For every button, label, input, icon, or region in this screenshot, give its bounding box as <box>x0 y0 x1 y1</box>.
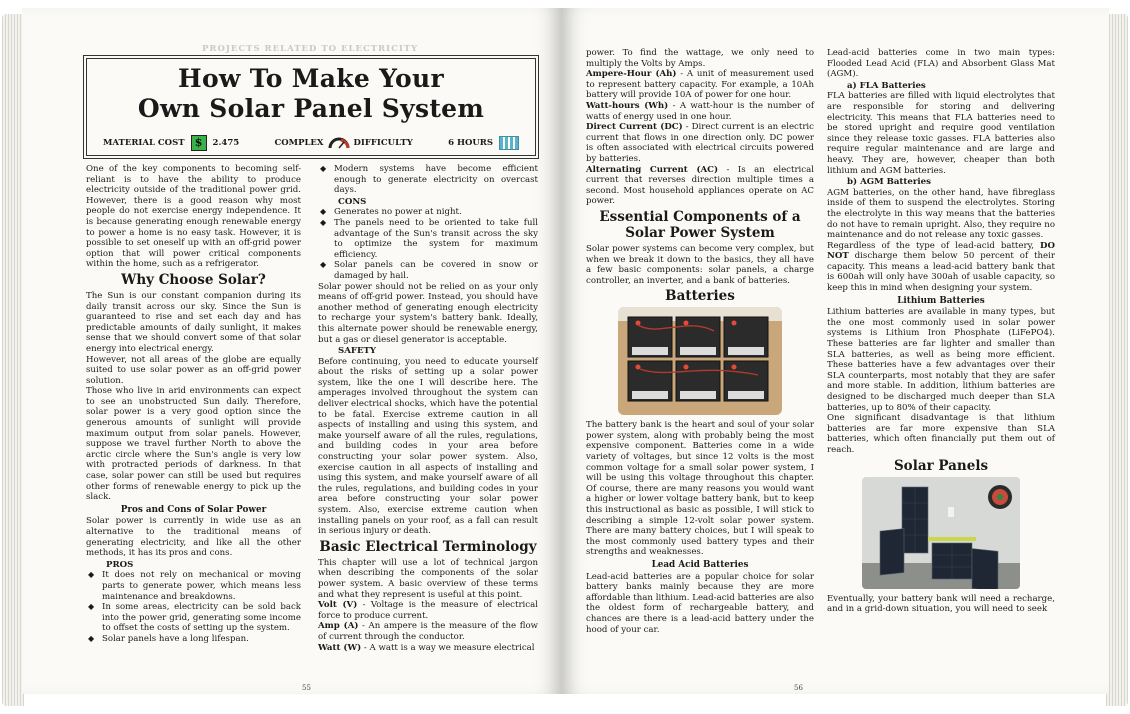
left-column-2 <box>318 164 538 653</box>
why-solar-heading: Why Choose Solar? <box>121 271 266 288</box>
warning-text-a: Regardless of the type of lead-acid battery, <box>827 240 1041 251</box>
pros-label: PROS <box>106 559 134 570</box>
left-column-1 <box>86 164 301 645</box>
term-volt <box>318 600 538 621</box>
agm-heading: b) AGM Batteries <box>847 177 931 188</box>
term-name: Amp (A) <box>318 621 359 632</box>
title-box <box>86 58 536 156</box>
cons-list <box>318 207 538 281</box>
essential-paragraph: Solar power systems can become very complex, but when we break it down to the basics, they all have a few basic components: solar panels, a charge controller, an inverter, and a bank of batteries. <box>586 243 814 286</box>
do-not-emphasis: DO NOT <box>827 240 1055 262</box>
complex-label: COMPLEX <box>274 138 324 148</box>
right-page <box>561 8 1109 694</box>
term-name: Ampere-Hour (Ah) <box>586 69 677 80</box>
fla-paragraph: FLA batteries are filled with liquid electrolytes that are responsible for storing and delivering electricity. This means that FLA batteries need to be stored upright and require good ventilation since they release toxic gasses. FLA batteries also require regular maintenance and are large and heavy. They are, however, cheaper than both lithium and AGM batteries. <box>827 91 1055 176</box>
term-watt-hours <box>586 101 814 122</box>
safety-label: SAFETY <box>338 346 377 357</box>
term-direct-current <box>586 122 814 164</box>
material-cost-label: MATERIAL COST <box>103 138 185 148</box>
right-column-2 <box>827 48 1055 615</box>
safety-paragraph: Before continuing, you need to educate yourself about the risks of setting up a solar power system, like the one I will describe here. The amperages involved throughout the system can deliver electrical shocks, which have the potential to be fatal. Exercise extreme caution in all aspects of installing and using this system, and make yourself aware of all the rules, regulations, and building codes in your area before constructing your solar power system. Also, exercise caution in all aspects of installing and using this system, and make yourself aware of all the rules, regulations, and building codes in your area before constructing your solar power system. Also, exercise extreme caution when installing panels on your roof, as a fall can result in serious injury or death. <box>318 356 538 537</box>
lithium-heading: Lithium Batteries <box>897 295 985 306</box>
solar-panels-heading: Solar Panels <box>893 457 989 474</box>
solar-panels-paragraph: Eventually, your battery bank will need a recharge, and in a grid-down situation, you will need to seek <box>827 593 1055 615</box>
term-name: Volt (V) <box>318 600 358 611</box>
batteries-paragraph: The battery bank is the heart and soul of your solar power system, along with probably being the most expensive component. Batteries come in a wide variety of voltages, but since 12 volts is the most common voltage for a small solar power system, I will be using this voltage throughout this chapter. Of course, there are many reasons you would want a higher or lower voltage battery bank, but to keep this instructional as basic as possible, I will stick to describing a simple 12-volt solar power system. There are many battery choices, but I will speak to the most commonly used battery types and their strengths and weaknesses. <box>586 420 814 558</box>
list-item: ◆ It does not rely on mechanical or moving parts to generate power, which means less maintenance and breakdowns. <box>86 570 301 602</box>
discharge-warning <box>827 241 1055 294</box>
term-ampere-hour <box>586 69 814 101</box>
terminology-heading: Basic Electrical Terminology <box>319 538 537 555</box>
term-name: Direct Current (DC) <box>586 122 683 133</box>
page-edges-right <box>1106 14 1128 706</box>
pros-cons-paragraph: Solar power is currently in wide use as an alternative to the traditional means of generating electricity, and like all the other methods, it has its pros and cons. <box>86 516 301 559</box>
term-definition: - A watt-hour is the number of watts of energy used in one hour. <box>586 100 814 122</box>
term-definition: - Direct current is an electric current that flows in one direction only. DC power is often associated with electrical circuits powered by batteries. <box>586 122 814 164</box>
term-name: Watt (W) <box>318 642 362 653</box>
title-line-1: How To Make Your <box>178 64 444 93</box>
term-definition: - An ampere is the measure of the flow of current through the conductor. <box>318 621 539 642</box>
why-paragraph-3: Those who live in arid environments can expect to see an unobstructed Sun daily. Therefore, solar power is a very good option since the generous amounts of sunlight will provide maximum output from solar panels. However, suppose we travel further North to above the arctic circle where the Sun's angle is very low with protracted periods of darkness. In that case, solar power can still be used but requires other forms of renewable energy to pick up the slack. <box>86 386 301 503</box>
page-edges-left <box>2 14 24 706</box>
term-definition: - Voltage is the measure of electrical force to produce current. <box>318 600 538 621</box>
warning-text-b: discharge them below 50 percent of their capacity. This means a lead-acid battery bank that is 600ah will only have 300ah of usable capacity, so keep this in mind when designing your system. <box>827 251 1055 294</box>
essential-components-heading: Essential Components of a Solar Power System <box>599 208 801 241</box>
pros-list-continued <box>318 164 538 196</box>
battery-bank-photo <box>618 307 782 415</box>
lead-acid-paragraph: Lead-acid batteries are a popular choice for solar battery banks mainly because they are more affordable than lithium. Lead-acid batteries are also the oldest form of rechargeable battery, and chances are there is a lead-acid battery under the hood of your car. <box>586 571 814 635</box>
intro-paragraph: One of the key components to becoming self-reliant is to have the ability to produce electricity outside of the traditional power grid. However, there is a good reason why most people do not exercise energy independence. It is because generating enough renewable energy to power a home is no easy task. However, it is possible to set oneself up with an off-grid power option that will power critical components within the home, such as a refrigerator. <box>86 164 301 270</box>
why-paragraph-2: However, not all areas of the globe are equally suited to use solar power as an off-grid power solution. <box>86 354 301 386</box>
pros-cons-heading: Pros and Cons of Solar Power <box>120 504 267 515</box>
hours-label: 6 HOURS <box>448 138 494 148</box>
list-item: ◆ Modern systems have become efficient enough to generate electricity on overcast days. <box>318 164 538 196</box>
term-alternating-current <box>586 165 814 207</box>
title-line-2: Own Solar Panel System <box>137 94 485 123</box>
term-name: Alternating Current (AC) <box>586 164 719 175</box>
list-item: ◆ Solar panels can be covered in snow or damaged by hail. <box>318 260 538 281</box>
why-paragraph-1: The Sun is our constant companion during its daily transit across our sky. Since the Sun is guaranteed to rise and set each day and has predictable amounts of daily sunlight, it makes sense that we should convert some of that solar energy into electrical energy. <box>86 290 301 354</box>
list-item: ◆ Solar panels have a long lifespan. <box>86 634 301 645</box>
term-definition: - Is an electrical current that reverses direction multiple times a second. Most household appliances operate on AC power. <box>586 164 814 207</box>
chapter-title <box>87 64 535 124</box>
lithium-paragraph: Lithium batteries are available in many types, but the one most commonly used in solar power systems is Lithium Iron Phosphate (LiFePO4). These batteries are far lighter and smaller than SLA batteries, as well as being more efficient. These batteries have a few advantages over their SLA counterparts, most notably that they are safer and more stable. In addition, lithium batteries are designed to be discharged much deeper than SLA batteries, up to 80% of their capacity. <box>827 307 1055 413</box>
term-definition: - A watt is a way we measure electrical <box>361 642 535 653</box>
term-watt <box>318 643 538 654</box>
dollar-icon: $ <box>191 135 207 151</box>
list-item: ◆ Generates no power at night. <box>318 207 538 218</box>
project-meta <box>103 135 519 151</box>
cons-label: CONS <box>338 196 367 207</box>
term-amp <box>318 621 538 642</box>
lead-acid-heading: Lead Acid Batteries <box>651 560 749 570</box>
fla-heading: a) FLA Batteries <box>847 80 926 91</box>
page-number-left: 55 <box>302 684 311 692</box>
batteries-heading: Batteries <box>665 288 735 305</box>
lithium-paragraph-2: One significant disadvantage is that lithium batteries are far more expensive than SLA batteries, which often financially put them out of reach. <box>827 413 1055 455</box>
section-label: PROJECTS RELATED TO ELECTRICITY <box>202 44 419 54</box>
terminology-paragraph: This chapter will use a lot of technical jargon when describing the components of the solar power system. A basic overview of these terms and what they represent is useful at this point. <box>318 557 538 600</box>
agm-paragraph: AGM batteries, on the other hand, have fibreglass inside of them to suspend the electrolytes. Storing the electrolyte in this way means that the batteries do not have to remain upright. Also, they require no maintenance and do not release any toxic gasses. <box>827 187 1055 241</box>
term-name: Watt-hours (Wh) <box>586 100 669 111</box>
cons-paragraph: Solar power should not be relied on as your only means of off-grid power. Instead, you should have another method of generating enough electricity to recharge your system's battery bank. Ideally, this alternate power should be renewable energy, but a gas or diesel generator is acceptable. <box>318 281 538 345</box>
watt-continued: power. To find the wattage, we only need to multiply the Volts by Amps. <box>586 48 814 69</box>
material-cost-value: 2.475 <box>212 138 240 148</box>
list-item: ◆ The panels need to be oriented to take full advantage of the Sun's transit across the sky to optimize the system for maximum efficiency. <box>318 218 538 260</box>
right-column-1 <box>586 48 814 635</box>
solar-panel-photo <box>862 477 1020 589</box>
pros-list <box>86 570 301 644</box>
difficulty-label: DIFFICULTY <box>353 138 413 148</box>
lead-acid-types-paragraph: Lead-acid batteries come in two main types: Flooded Lead Acid (FLA) and Absorbent Glass Mat (AGM). <box>827 48 1055 80</box>
page-number-right: 56 <box>794 684 803 692</box>
left-page <box>22 8 561 694</box>
difficulty-gauge-icon <box>328 137 350 149</box>
list-item: ◆ In some areas, electricity can be sold back into the power grid, generating some income to offset the costs of setting up the system. <box>86 602 301 634</box>
term-definition: - A unit of measurement used to represent battery capacity. For example, a 10Ah battery will provide 10A of power for one hour. <box>586 69 814 101</box>
time-icon <box>499 136 519 150</box>
